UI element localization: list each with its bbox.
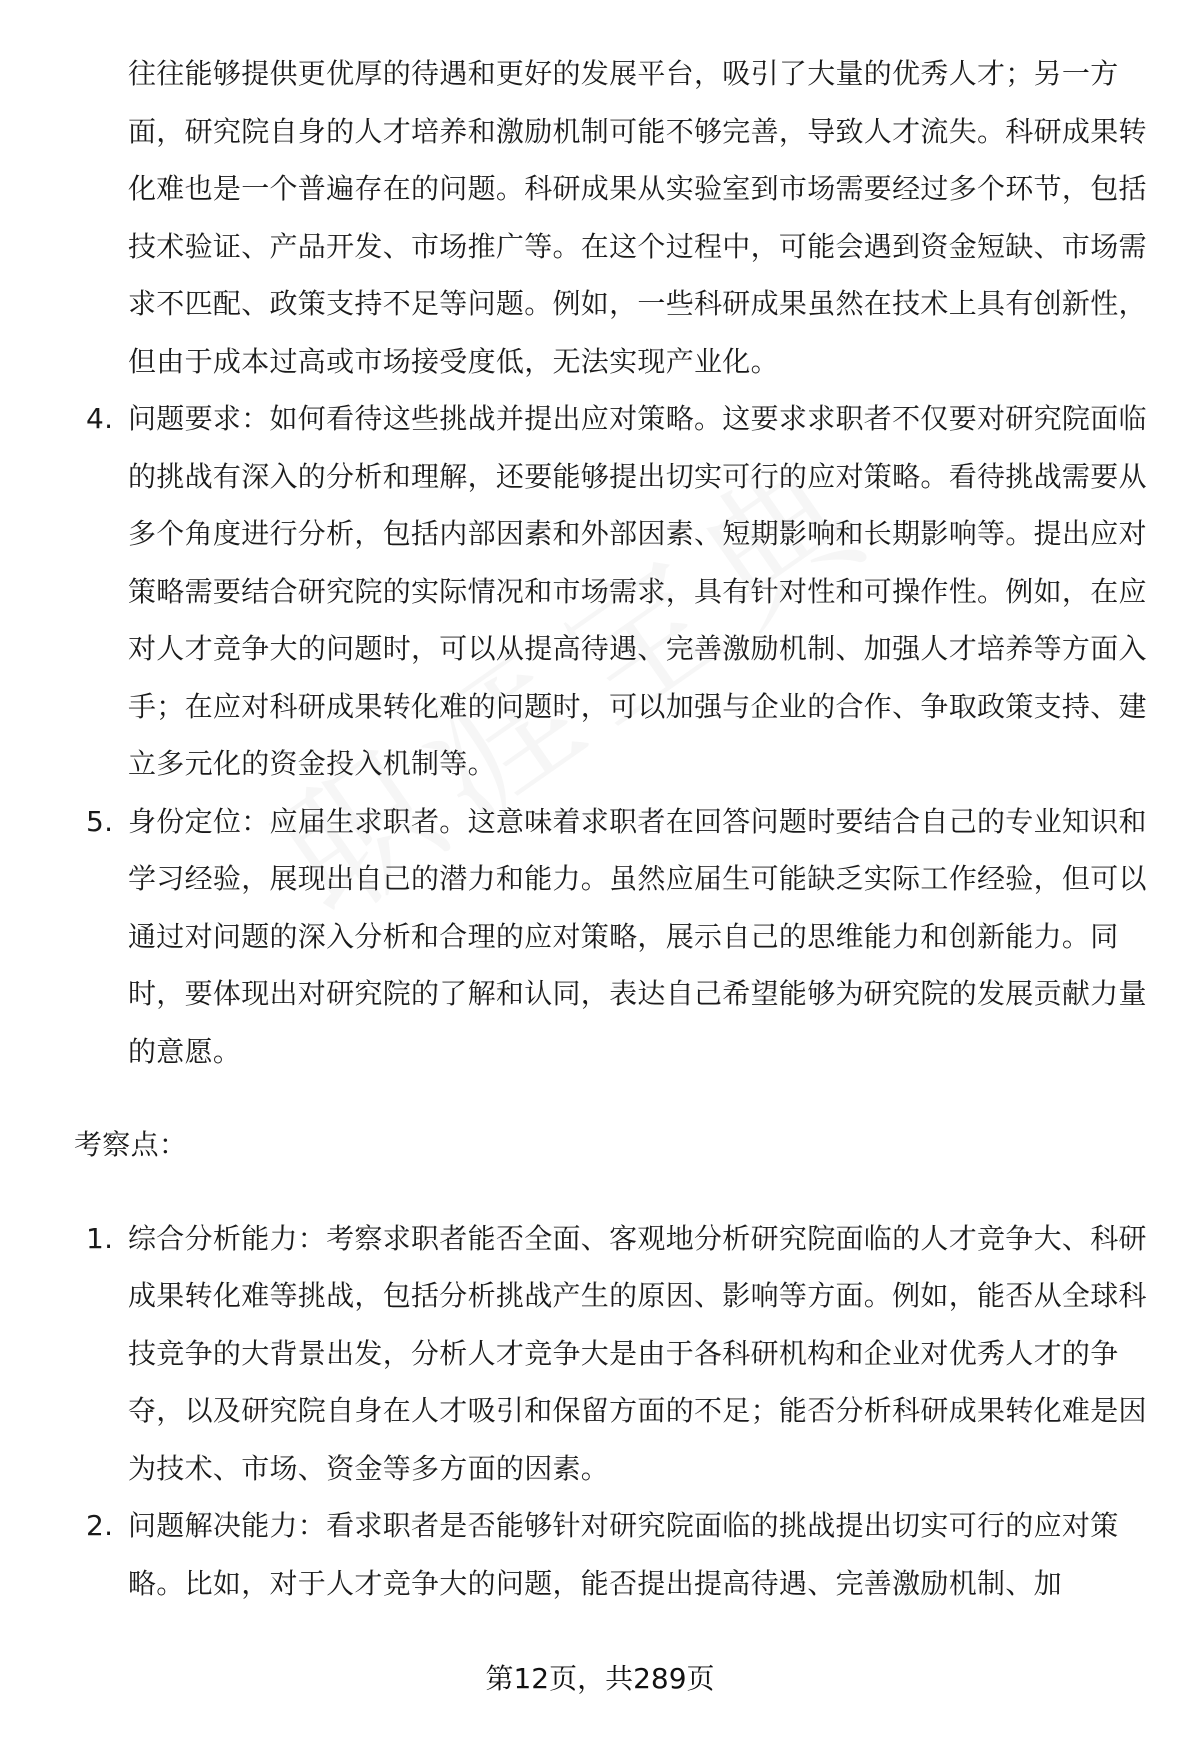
numbered-list-analysis <box>74 390 1154 1080</box>
list-item-text: 问题要求：如何看待这些挑战并提出应对策略。这要求求职者不仅要对研究院面临的挑战有深入的分析和理解，还要能够提出切实可行的应对策略。看待挑战需要从多个角度进行分析，包括内部因素和外部因素、短期影响和长期影响等。提出应对策略需要结合研究院的实际情况和市场需求，具有针对性和可操作性。例如，在应对人才竞争大的问题时，可以从提高待遇、完善激励机制、加强人才培养等方面入手；在应对科研成果转化难的问题时，可以加强与企业的合作、争取政策支持、建立多元化的资金投入机制等。 <box>128 402 1147 780</box>
intro-paragraph: 往往能够提供更优厚的待遇和更好的发展平台，吸引了大量的优秀人才；另一方面，研究院自身的人才培养和激励机制可能不够完善，导致人才流失。科研成果转化难也是一个普遍存在的问题。科研成果从实验室到市场需要经过多个环节，包括技术验证、产品开发、市场推广等。在这个过程中，可能会遇到资金短缺、市场需求不匹配、政策支持不足等问题。例如，一些科研成果虽然在技术上具有创新性，但由于成本过高或市场接受度低，无法实现产业化。 <box>128 57 1147 378</box>
section-heading: 考察点： <box>74 1128 188 1161</box>
list-item-text: 身份定位：应届生求职者。这意味着求职者在回答问题时要结合自己的专业知识和学习经验，展现出自己的潜力和能力。虽然应届生可能缺乏实际工作经验，但可以通过对问题的深入分析和合理的应对策略，展示自己的思维能力和创新能力。同时，要体现出对研究院的了解和认同，表达自己希望能够为研究院的发展贡献力量的意愿。 <box>128 804 1147 1068</box>
list-item-text: 综合分析能力：考察求职者能否全面、客观地分析研究院面临的人才竞争大、科研成果转化难等挑战，包括分析挑战产生的原因、影响等方面。例如，能否从全球科技竞争的大背景出发，分析人才竞争大是由于各科研机构和企业对优秀人才的争夺，以及研究院自身在人才吸引和保留方面的不足；能否分析科研成果转化难是因为技术、市场、资金等多方面的因素。 <box>128 1221 1147 1485</box>
page-content <box>74 45 1154 1612</box>
list-item-number: 5. <box>86 804 114 838</box>
list-item-number: 4. <box>86 402 114 435</box>
page-number-footer: 第12页，共289页 <box>485 1662 715 1695</box>
list-item-text: 问题解决能力：看求职者是否能够针对研究院面临的挑战提出切实可行的应对策略。比如，对于人才竞争大的问题，能否提出提高待遇、完善激励机制、加 <box>128 1509 1119 1600</box>
list-item <box>74 793 1154 1081</box>
list-item <box>74 390 1154 793</box>
list-item-number: 2. <box>86 1509 114 1542</box>
list-item <box>74 1497 1154 1612</box>
list-item <box>74 1210 1154 1498</box>
list-item-number: 1. <box>86 1221 114 1255</box>
numbered-list-assessment <box>74 1210 1154 1613</box>
